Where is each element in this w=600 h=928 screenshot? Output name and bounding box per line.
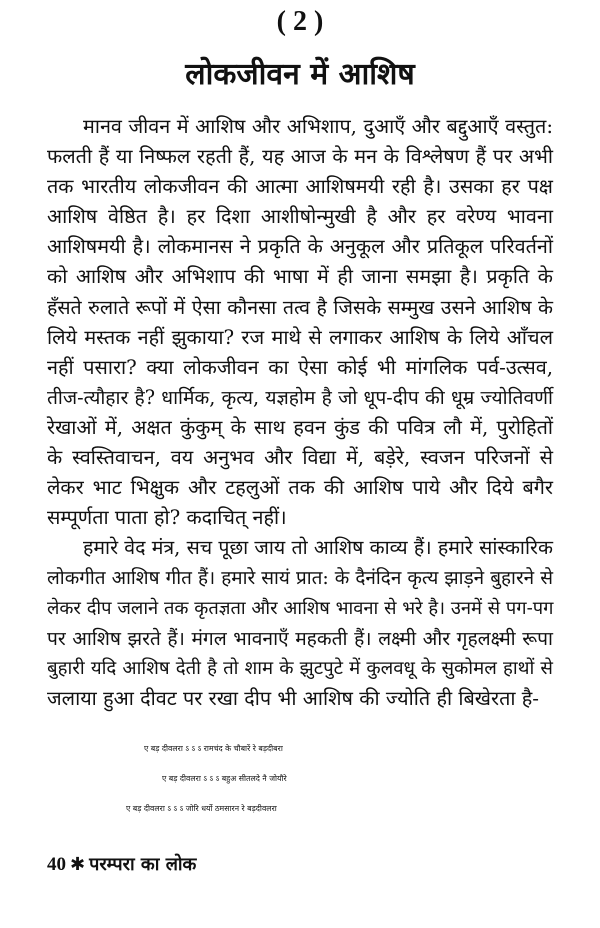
body-text: [47, 112, 553, 714]
chapter-title: लोकजीवन में आशिष: [185, 57, 415, 92]
page-footer: [47, 852, 196, 876]
star-separator-icon: ✱: [70, 854, 86, 875]
text-line: लोकगीत आशिष गीत हैं। हमारे सायं प्रात: के दैनंदिन कृत्य झाड़ने बुहारने से: [47, 567, 553, 590]
text-line: नहीं पसारा? क्या लोकजीवन का ऐसा कोई भी मांगलिक पर्व-उत्सव,: [47, 355, 553, 379]
text-line: के स्वस्तिवाचन, वय अनुभव और विद्या में, बड़ेरे, स्वजन परिजनों से: [47, 446, 553, 470]
paragraph-1: [47, 112, 553, 533]
verse-line: ए बड़ दीवलरा ऽ ऽ ऽ रामचंद के चौबारें रे बड़दीबरा: [144, 744, 283, 753]
text-line: मानव जीवन में आशिष और अभिशाप, दुआएँ और बद्दुआएँ वस्तुत:: [83, 115, 553, 138]
text-line: लिये मस्तक नहीं झुकाया? रज माथे से लगाकर आशिष के लिये आँचल: [47, 325, 553, 349]
text-line: आशिष वेष्ठित है। हर दिशा आशीषोन्मुखी है और हर वरेण्य भावना: [47, 205, 553, 229]
text-line: पर आशिष झरते हैं। मंगल भावनाएँ महकती हैं। लक्ष्मी और गृहलक्ष्मी रूपा: [47, 626, 553, 650]
verse-line: ए बड़ दीवलरा ऽ ऽ ऽ बहुअ सीतलदे नै जोयौरे: [162, 774, 287, 784]
text-line: सम्पूर्णता पाता हो? कदाचित् नहीं।: [47, 506, 287, 530]
text-line: आशिषमयी है। लोकमानस ने प्रकृति के अनुकूल और प्रतिकूल परिवर्तनों: [47, 235, 553, 259]
text-line: लेकर दीप जलाने तक कृतज्ञता और आशिष भावना से भरे है। उनमें से पग-पग: [47, 597, 554, 619]
book-title: परम्परा का लोक: [89, 854, 197, 875]
text-line: हमारे वेद मंत्र, सच पूछा जाय तो आशिष काव्य हैं। हमारे सांस्कारिक: [83, 536, 553, 560]
text-line: बुहारी यदि आशिष देती है तो शाम के झुटपुटे में कुलवधू के सुकोमल हाथों से: [47, 657, 553, 679]
text-line: जलाया हुआ दीवट पर रखा दीप भी आशिष की ज्योति ही बिखेरता है-: [47, 686, 539, 710]
page-number: 40: [47, 854, 66, 875]
chapter-number: ( 2 ): [276, 6, 324, 37]
text-line: तक भारतीय लोकजीवन की आत्मा आशिषमयी रही है। उसका हर पक्ष: [47, 175, 553, 199]
paragraph-2: [47, 533, 553, 714]
text-line: हँसते रुलाते रूपों में ऐसा कौनसा तत्व है जिसके सम्मुख उसने आशिष के: [47, 295, 553, 319]
text-line: लेकर भाट भिक्षुक और टहलुओं तक की आशिष पाये और दिये बगैर: [47, 476, 553, 500]
verse-line: ए बड़ दीवलरा ऽ ऽ ऽ जोरि धर्यो ठमसारन रे बड़दीवलरा: [126, 804, 277, 814]
text-line: फलती हैं या निष्फल रहती हैं, यह आज के मन के विश्लेषण हैं पर अभी: [47, 145, 553, 169]
text-line: रेखाओं में, अक्षत कुंकुम् के साथ हवन कुंड की पवित्र लौ में, पुरोहितों: [47, 415, 553, 439]
text-line: तीज-त्यौहार है? धार्मिक, कृत्य, यज्ञहोम है जो धूप-दीप की धूम्र ज्योतिवर्णी: [47, 385, 553, 409]
text-line: को आशिष और अभिशाप की भाषा में ही जाना समझा है। प्रकृति के: [47, 265, 553, 289]
verse-block: [0, 734, 600, 824]
